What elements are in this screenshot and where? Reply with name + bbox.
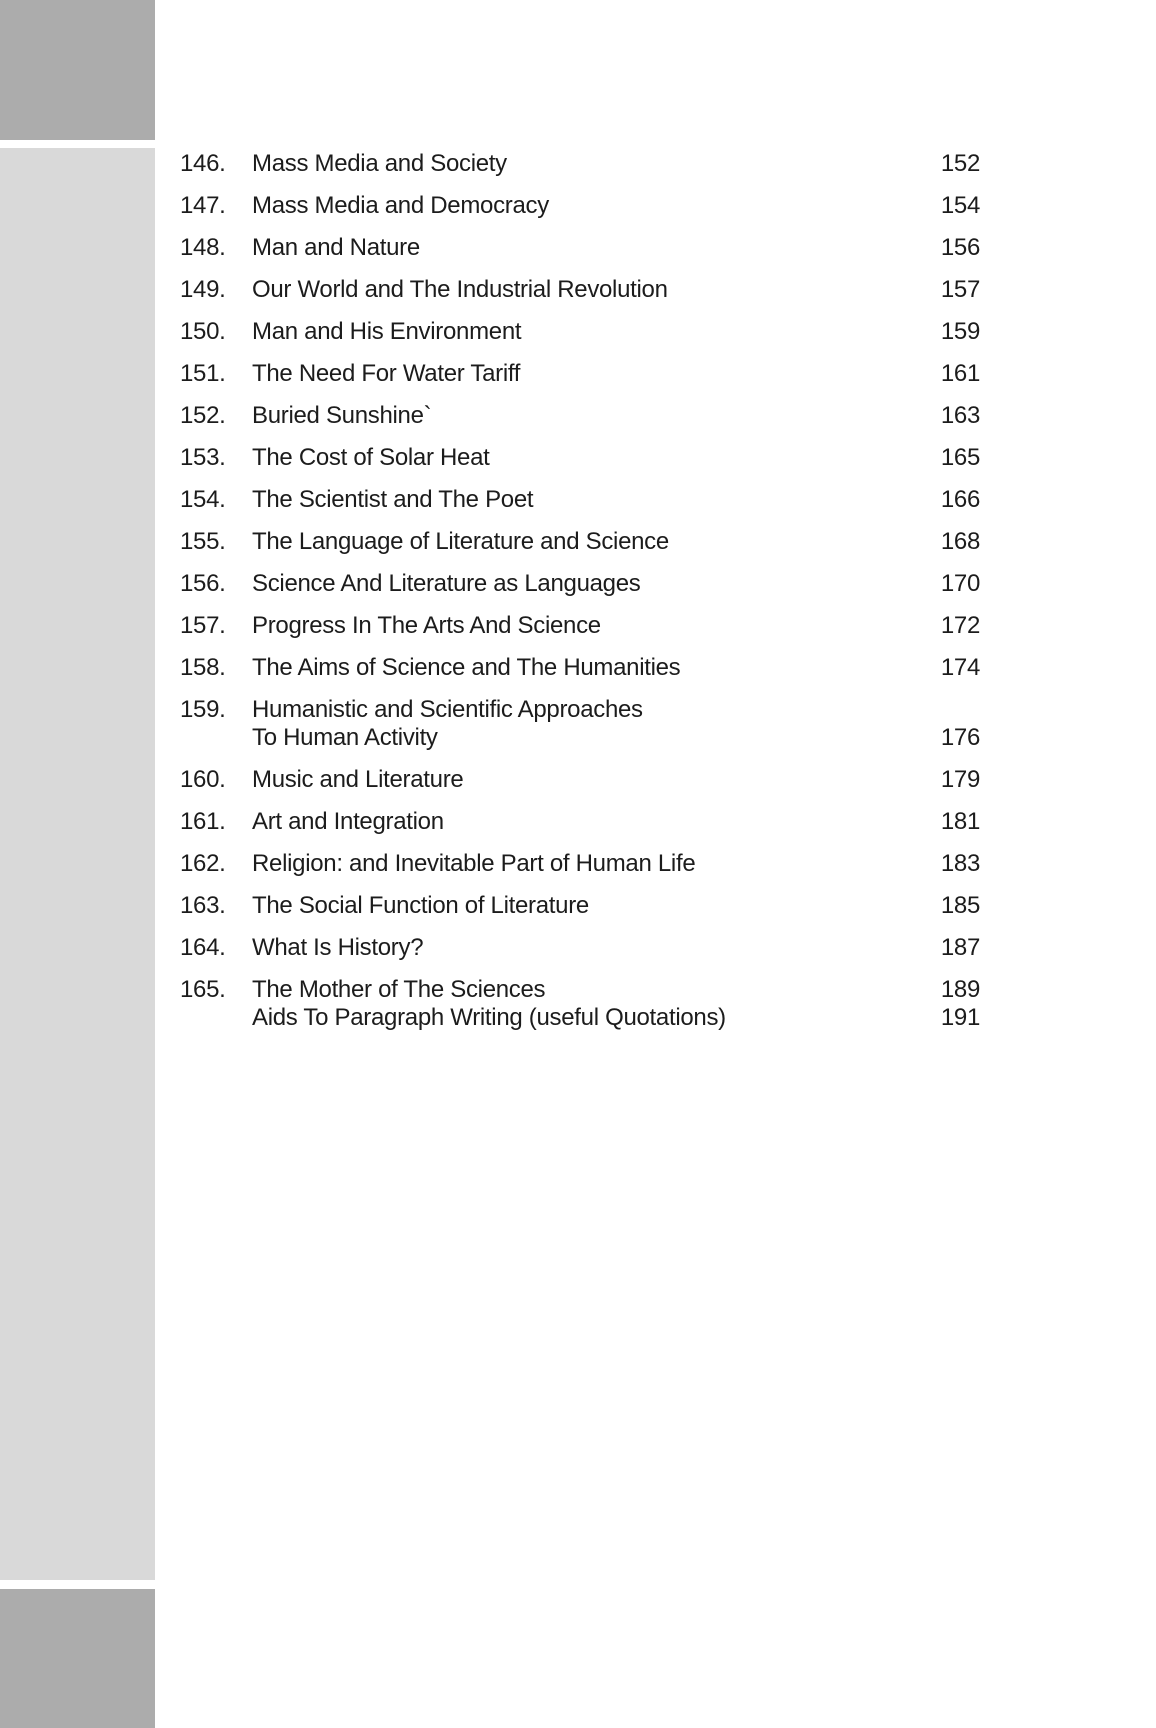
table-of-contents [180, 150, 980, 1046]
entry-title: Religion: and Inevitable Part of Human Life [252, 850, 696, 877]
entry-title: The Social Function of Literature [252, 892, 589, 919]
toc-entry[interactable] [180, 486, 980, 514]
entry-number: 156. [180, 570, 226, 597]
entry-title-line: The Mother of The Sciences [252, 976, 546, 1003]
toc-entry[interactable] [180, 612, 980, 640]
entry-title: What Is History? [252, 934, 424, 961]
entry-page: 166 [940, 486, 980, 513]
entry-title: The Scientist and The Poet [252, 486, 534, 513]
entry-title: Man and His Environment [252, 318, 522, 345]
entry-title-line: Aids To Paragraph Writing (useful Quotations) [252, 1004, 726, 1031]
entry-page: 163 [940, 402, 980, 429]
entry-number: 152. [180, 402, 226, 429]
entry-page: 176 [940, 724, 980, 751]
entry-page: 152 [940, 150, 980, 177]
entry-page: 185 [940, 892, 980, 919]
toc-entry[interactable] [180, 808, 980, 836]
entry-number: 165. [180, 976, 226, 1003]
toc-entry[interactable] [180, 234, 980, 262]
entry-title: Music and Literature [252, 766, 464, 793]
entry-number: 161. [180, 808, 226, 835]
entry-number: 163. [180, 892, 226, 919]
toc-entry[interactable] [180, 150, 980, 178]
toc-entry[interactable] [180, 976, 980, 1032]
sidebar-middle-block [0, 148, 155, 1580]
toc-entry[interactable] [180, 654, 980, 682]
toc-entry[interactable] [180, 850, 980, 878]
entry-title: Mass Media and Democracy [252, 192, 549, 219]
entry-number: 150. [180, 318, 226, 345]
toc-entry[interactable] [180, 892, 980, 920]
toc-entry[interactable] [180, 444, 980, 472]
entry-title [252, 696, 920, 752]
entry-number: 162. [180, 850, 226, 877]
entry-title: The Cost of Solar Heat [252, 444, 490, 471]
entry-number: 158. [180, 654, 226, 681]
entry-number: 155. [180, 528, 226, 555]
entry-page: 181 [940, 808, 980, 835]
entry-title-line: To Human Activity [252, 724, 438, 751]
entry-title: The Language of Literature and Science [252, 528, 669, 555]
entry-page: 156 [940, 234, 980, 261]
entry-page: 187 [940, 934, 980, 961]
entry-title: Man and Nature [252, 234, 420, 261]
entry-number: 153. [180, 444, 226, 471]
entry-number: 147. [180, 192, 226, 219]
entry-page: 170 [940, 570, 980, 597]
toc-entry[interactable] [180, 934, 980, 962]
entry-page: 157 [940, 276, 980, 303]
toc-entry[interactable] [180, 402, 980, 430]
entry-title: Our World and The Industrial Revolution [252, 276, 668, 303]
toc-entry[interactable] [180, 276, 980, 304]
toc-entry[interactable] [180, 528, 980, 556]
entry-number: 159. [180, 696, 226, 723]
toc-entry[interactable] [180, 360, 980, 388]
entry-pages [920, 976, 980, 1032]
entry-title: Buried Sunshine` [252, 402, 432, 429]
entry-title: Science And Literature as Languages [252, 570, 641, 597]
entry-page: 154 [940, 192, 980, 219]
entry-page: 165 [940, 444, 980, 471]
entry-number: 146. [180, 150, 226, 177]
entry-page: 183 [940, 850, 980, 877]
entry-title: The Aims of Science and The Humanities [252, 654, 681, 681]
entry-page: 174 [940, 654, 980, 681]
entry-number: 149. [180, 276, 226, 303]
entry-title: The Need For Water Tariff [252, 360, 521, 387]
entry-page: 172 [940, 612, 980, 639]
entry-number: 148. [180, 234, 226, 261]
entry-number: 157. [180, 612, 226, 639]
entry-number: 160. [180, 766, 226, 793]
entry-number: 154. [180, 486, 226, 513]
toc-entry[interactable] [180, 696, 980, 752]
sidebar-bottom-block [0, 1589, 155, 1728]
entry-title: Mass Media and Society [252, 150, 507, 177]
entry-page: 161 [940, 360, 980, 387]
toc-entry[interactable] [180, 766, 980, 794]
entry-number: 164. [180, 934, 226, 961]
toc-entry[interactable] [180, 570, 980, 598]
entry-number: 151. [180, 360, 226, 387]
entry-page: 191 [940, 1004, 980, 1031]
entry-title [252, 976, 920, 1032]
entry-title: Art and Integration [252, 808, 444, 835]
sidebar-top-block [0, 0, 155, 140]
entry-page: 179 [940, 766, 980, 793]
entry-title-line: Humanistic and Scientific Approaches [252, 696, 643, 723]
toc-entry[interactable] [180, 318, 980, 346]
entry-page: 189 [940, 976, 980, 1003]
entry-title: Progress In The Arts And Science [252, 612, 601, 639]
toc-entry[interactable] [180, 192, 980, 220]
entry-page: 168 [940, 528, 980, 555]
entry-page: 159 [940, 318, 980, 345]
